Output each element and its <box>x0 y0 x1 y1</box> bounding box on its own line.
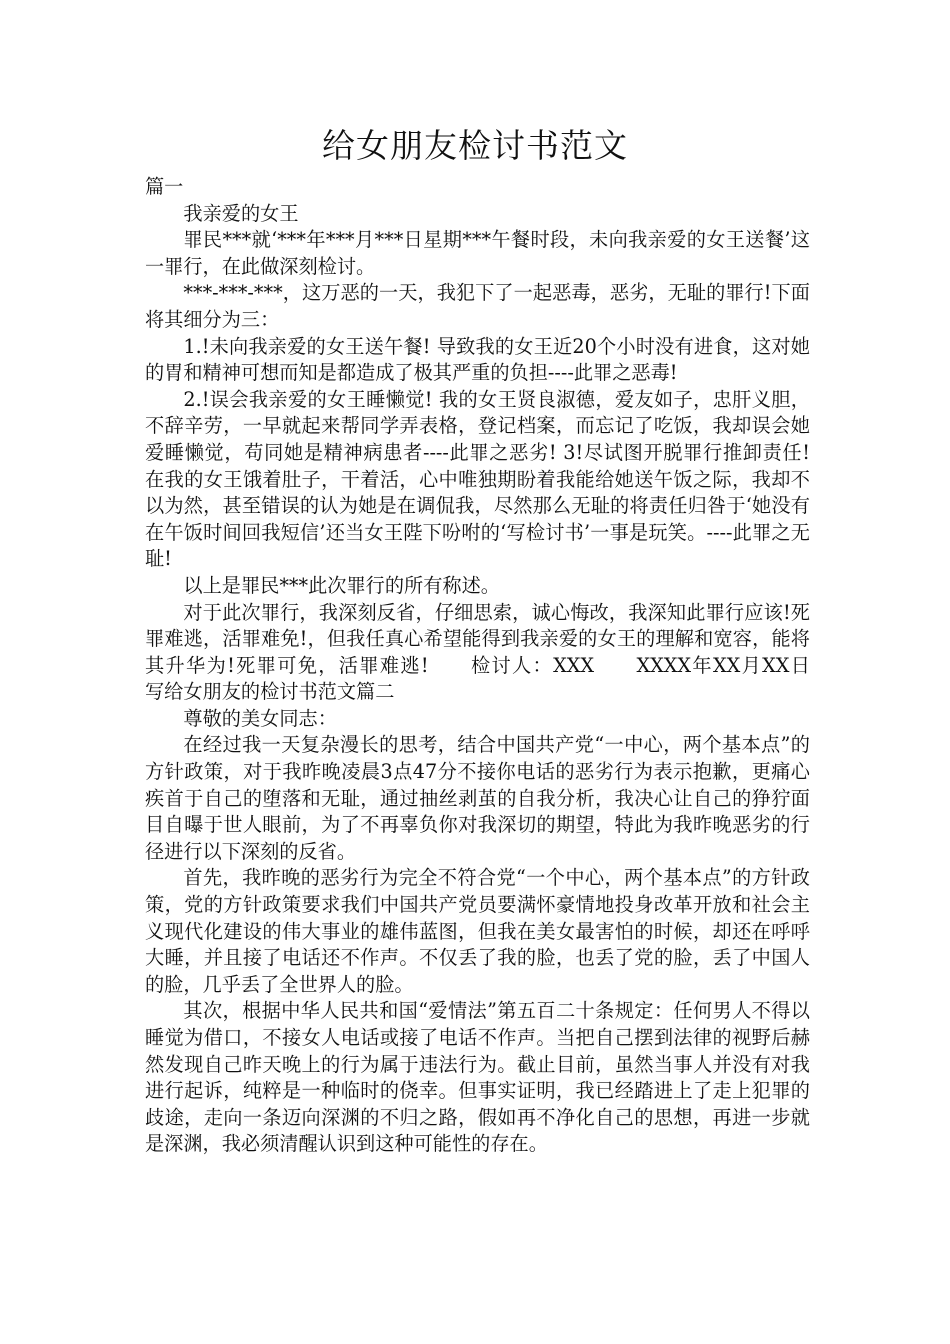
paragraph: 2.!误会我亲爱的女王睡懒觉! 我的女王贤良淑德，爱友如子，忠肝义胆，不辞辛劳，一早就起来帮同学弄表格，登记档案，而忘记了吃饭，我却误会她爱睡懒觉，苟同她是精神病患者----此罪之恶劣! 3!尽试图开脱罪行推卸责任! 在我的女王饿着肚子，干着活，心中唯独期盼着我能给她送午饭之际，我却不以为然，甚至错误的认为她是在调侃我，尽然那么无耻的将责任归咎于‘她没有在午饭时间回我短信’还当女王陛下吩咐的‘写检讨书’一事是玩笑。----此罪之无耻! <box>145 387 810 571</box>
section-label: 篇一 <box>145 175 184 198</box>
paragraph: 首先，我昨晚的恶劣行为完全不符合党“一个中心，两个基本点”的方针政策，党的方针政策要求我们中国共产党员要满怀豪情地投身改革开放和社会主义现代化建设的伟大事业的雄伟蓝图，但我在美女最害怕的时候，却还在呼呼大睡，并且接了电话还不作声。不仅丢了我的脸，也丢了党的脸，丢了中国人的脸，几乎丢了全世界人的脸。 <box>145 866 810 996</box>
paragraph: ***-***-***，这万恶的一天，我犯下了一起恶毒，恶劣，无耻的罪行!下面将其细分为三： <box>145 281 810 331</box>
paragraph: 在经过我一天复杂漫长的思考，结合中国共产党“一中心，两个基本点”的方针政策，对于我昨晚凌晨3点47分不接你电话的恶劣行为表示抱歉，更痛心疾首于自己的堕落和无耻，通过抽丝剥茧的自我分析，我决心让自己的狰狞面目自曝于世人眼前，为了不再辜负你对我深切的期望，特此为我昨晚恶劣的行径进行以下深刻的反省。 <box>145 733 810 863</box>
salutation: 我亲爱的女王 <box>183 201 299 225</box>
paragraph: 罪民***就‘***年***月***日星期***午餐时段，未向我亲爱的女王送餐’这一罪行，在此做深刻检讨。 <box>145 228 810 278</box>
paragraph: 其次，根据中华人民共和国“爱情法”第五百二十条规定：任何男人不得以睡觉为借口，不接女人电话或接了电话不作声。当把自己摆到法律的视野后赫然发现自己昨天晚上的行为属于违法行为。截止目前，虽然当事人并没有对我进行起诉，纯粹是一种临时的侥幸。但事实证明，我已经踏进上了走上犯罪的歧途，走向一条迈向深渊的不归之路，假如再不净化自己的思想，再进一步就是深渊，我必须清醒认识到这种可能性的存在。 <box>145 999 810 1156</box>
paragraph: 1.!未向我亲爱的女王送午餐! 导致我的女王近20个小时没有进食，这对她的胃和精神可想而知是都造成了极其严重的负担----此罪之恶毒! <box>145 334 810 385</box>
document-title: 给女朋友检讨书范文 <box>322 126 628 165</box>
paragraph: 对于此次罪行，我深刻反省，仔细思索，诚心悔改，我深知此罪行应该!死罪难逃，活罪难免!，但我任真心希望能得到我亲爱的女王的理解和宽容，能将其升华为!死罪可免，活罪难逃! 检讨人：XXX XXXX年XX月XX日 写给女朋友的检讨书范文篇二 <box>145 600 849 704</box>
salutation: 尊敬的美女同志： <box>183 706 337 730</box>
paragraph: 以上是罪民***此次罪行的所有称述。 <box>183 573 500 597</box>
document-body <box>145 174 849 1158</box>
